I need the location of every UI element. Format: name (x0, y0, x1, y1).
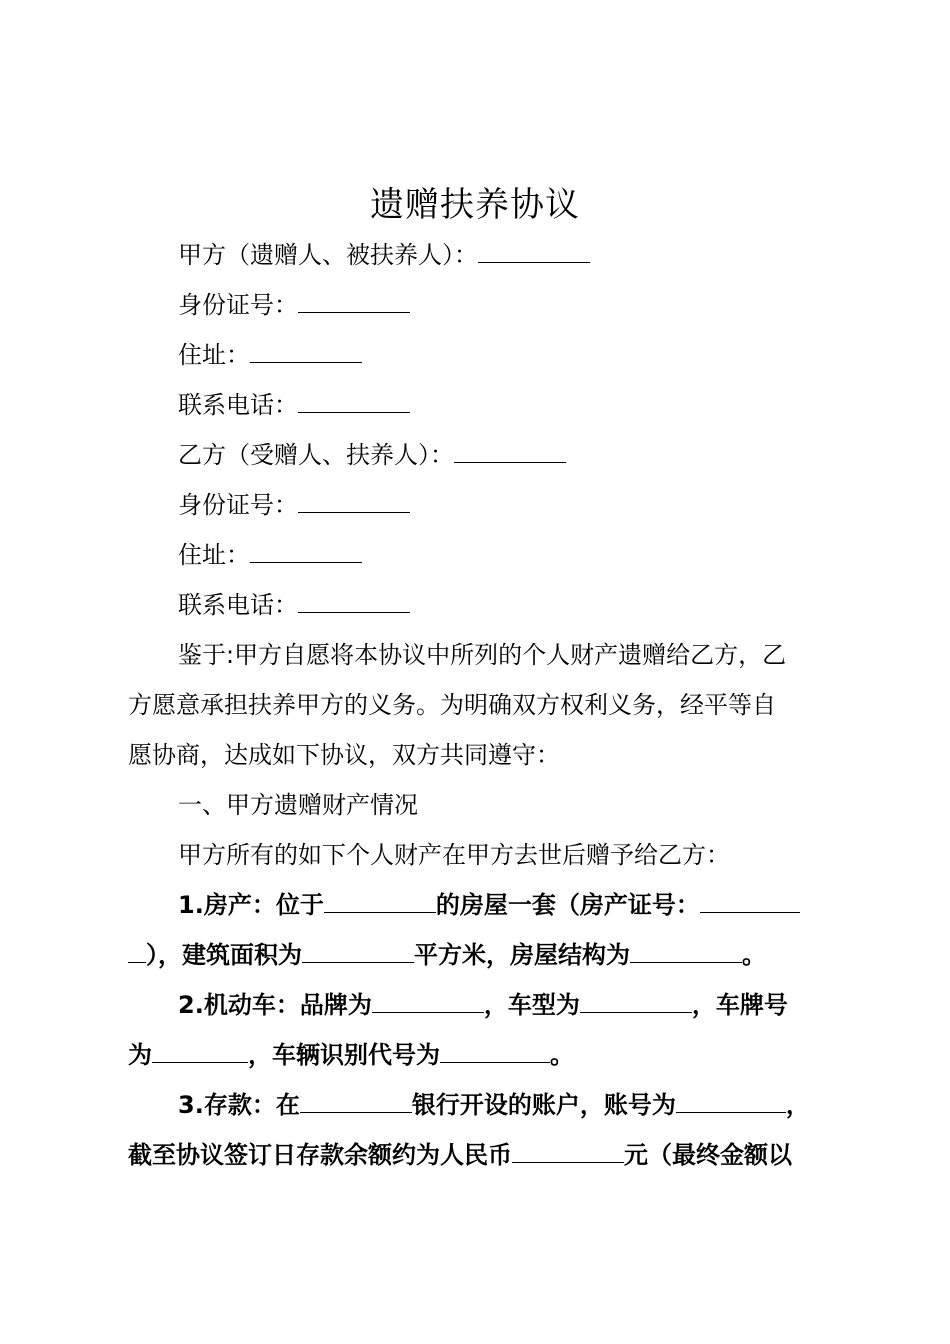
item-1-house-label: 1.房产：位于 (178, 891, 324, 919)
party-b-address-blank (250, 540, 362, 563)
section-1-intro: 甲方所有的如下个人财产在甲方去世后赠予给乙方： (178, 841, 730, 869)
house-cert-blank (700, 890, 800, 913)
item-2-plate-label: ，车牌号 (691, 991, 788, 1019)
item-3-balance-label: 截至协议签订日存款余额约为人民币 (128, 1141, 512, 1169)
preamble-line-2: 方愿意承担扶养甲方的义务。为明确双方权利义务，经平等自 (128, 691, 776, 719)
party-b-address-line (178, 538, 836, 572)
party-b-id-line (178, 488, 836, 522)
party-b-phone-line (178, 588, 836, 622)
party-b-address-label: 住址： (178, 541, 250, 569)
house-area-blank (302, 940, 414, 963)
party-a-phone-blank (298, 390, 410, 413)
party-b-phone-blank (298, 590, 410, 613)
car-vin-blank (440, 1040, 550, 1063)
item-3-comma: ， (785, 1091, 810, 1119)
item-1-line-2 (128, 938, 836, 972)
party-b-line (178, 438, 836, 472)
preamble-line-3: 愿协商，达成如下协议，双方共同遵守： (128, 741, 560, 769)
item-2-line-2 (128, 1038, 836, 1072)
item-2-vin-label: ，车辆识别代号为 (248, 1041, 440, 1069)
item-1-end: 。 (742, 941, 766, 969)
document-title: 遗赠扶养协议 (370, 185, 580, 225)
party-b-name-blank (454, 440, 566, 463)
item-1-structure-label: 平方米，房屋结构为 (414, 941, 630, 969)
item-2-brand-label: 2.机动车：品牌为 (178, 991, 372, 1019)
item-3-line-2 (128, 1138, 836, 1172)
house-location-blank (324, 890, 436, 913)
car-brand-blank (372, 990, 484, 1013)
item-2-end: 。 (550, 1041, 574, 1069)
party-a-label: 甲方（遗赠人、被扶养人）： (178, 241, 478, 269)
item-3-balance-tail: 元（最终金额以 (624, 1141, 792, 1169)
balance-blank (512, 1140, 624, 1163)
party-a-phone-line (178, 388, 836, 422)
item-1-area-label: ），建筑面积为 (146, 941, 302, 969)
party-a-id-blank (298, 290, 410, 313)
house-cert-blank-cont (128, 940, 146, 963)
item-1-cert-label: 的房屋一套（房产证号： (435, 891, 700, 919)
party-b-label: 乙方（受赠人、扶养人）： (178, 441, 454, 469)
party-a-id-label: 身份证号： (178, 291, 298, 319)
party-a-address-blank (250, 340, 362, 363)
section-1-heading: 一、甲方遗赠财产情况 (178, 791, 418, 819)
party-a-address-line (178, 338, 836, 372)
party-a-name-blank (478, 240, 590, 263)
party-b-id-label: 身份证号： (178, 491, 298, 519)
party-b-phone-label: 联系电话： (178, 591, 298, 619)
party-b-id-blank (298, 490, 410, 513)
party-a-address-label: 住址： (178, 341, 250, 369)
item-1-line-1 (178, 888, 836, 922)
item-2-model-label: ，车型为 (483, 991, 580, 1019)
item-3-line-1 (178, 1088, 836, 1122)
account-number-blank (676, 1090, 786, 1113)
car-model-blank (580, 990, 692, 1013)
bank-name-blank (300, 1090, 412, 1113)
car-plate-blank (152, 1040, 248, 1063)
item-3-account-label: 银行开设的账户，账号为 (411, 1091, 676, 1119)
item-2-line-1 (178, 988, 836, 1022)
item-2-plate-label-cont: 为 (128, 1041, 152, 1069)
party-a-line (178, 238, 836, 272)
party-a-id-line (178, 288, 836, 322)
item-3-deposit-label: 3.存款：在 (178, 1091, 300, 1119)
preamble-line-1: 鉴于:甲方自愿将本协议中所列的个人财产遗赠给乙方，乙 (178, 641, 787, 669)
house-structure-blank (630, 940, 742, 963)
party-a-phone-label: 联系电话： (178, 391, 298, 419)
